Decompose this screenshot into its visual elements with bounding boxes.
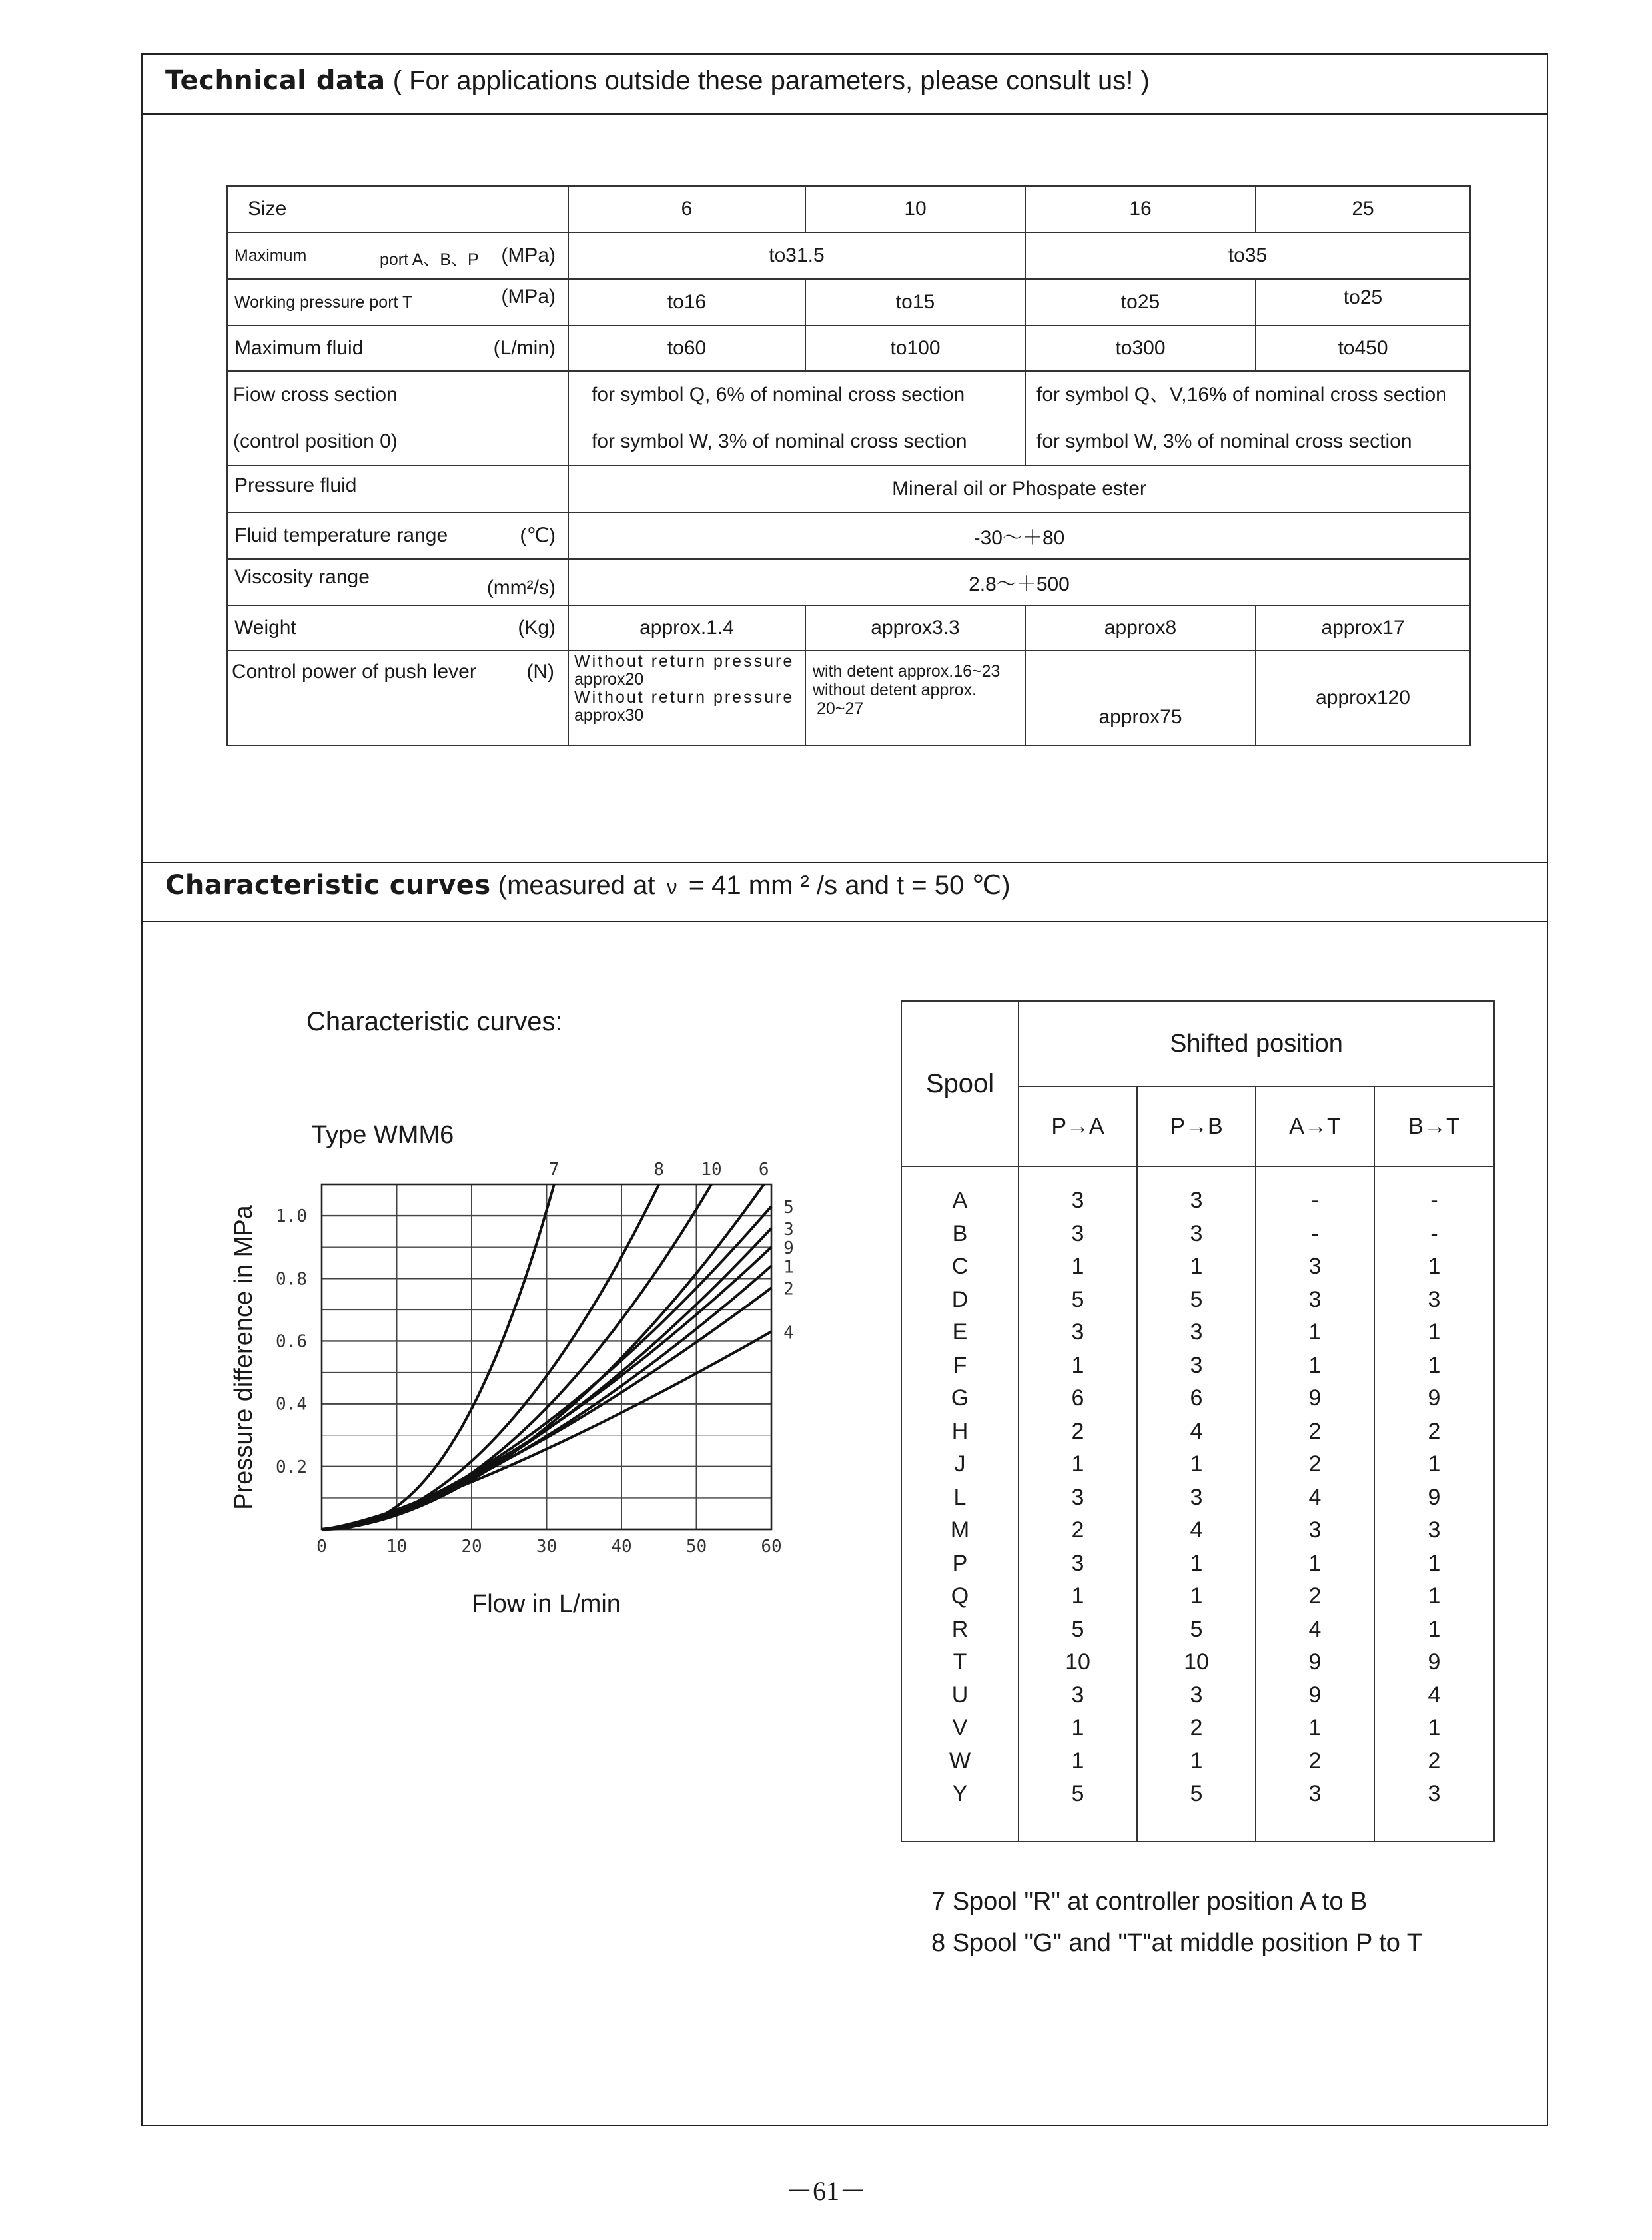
spool-cell: 1 [1071, 1352, 1084, 1378]
spool-cell: 9 [1308, 1385, 1322, 1411]
shifted-position-header: Shifted position [1019, 1001, 1494, 1086]
spool-cell: 1 [1308, 1715, 1322, 1740]
max-fluid-label [227, 326, 568, 371]
weight-6: approx.1.4 [568, 605, 805, 651]
control-power-label [227, 651, 568, 745]
spool-cell: 3 [1308, 1781, 1322, 1806]
size-10: 10 [805, 186, 1025, 232]
cp-text: approx30 [574, 706, 644, 725]
spool-cell: 4 [1190, 1418, 1203, 1444]
col-header-pb: P→B [1137, 1086, 1256, 1166]
spool-cell: 2 [1071, 1517, 1084, 1543]
spool-cell: 1 [1190, 1748, 1203, 1774]
spool-cell: 1 [1428, 1254, 1441, 1279]
x-tick-label: 50 [685, 1537, 707, 1557]
spool-cell: 3 [1190, 1352, 1203, 1378]
spool-cell: G [951, 1385, 969, 1411]
cp-text: with detent approx.16~23 [813, 662, 1001, 681]
curve-label-2: 2 [783, 1279, 794, 1300]
divider [141, 113, 1548, 115]
unit-text: (N) [526, 661, 554, 683]
curves-heading [165, 870, 1011, 901]
flow-cross-w: for symbol W, 3% of nominal cross section [592, 430, 967, 452]
flow-cross-w: for symbol W, 3% of nominal cross section [1036, 430, 1412, 452]
max-pressure-large: to35 [1025, 232, 1470, 279]
pressure-fluid-label: Pressure fluid [227, 466, 568, 512]
spool-cell: 2 [1308, 1583, 1322, 1609]
spool-cell: V [952, 1715, 968, 1740]
control-power-16: approx75 [1025, 651, 1256, 745]
cp-text: without detent approx. [813, 681, 977, 699]
unit-text: (MPa) [501, 244, 556, 266]
at-list [1256, 1184, 1374, 1811]
y-axis-label: Pressure difference in MPa [230, 1205, 258, 1510]
spool-cell: 1 [1428, 1451, 1441, 1477]
unit-text: (Kg) [518, 617, 556, 639]
curve-label-4: 4 [783, 1323, 794, 1343]
pressure-fluid-value: Mineral oil or Phospate ester [568, 466, 1470, 512]
spool-cell: 4 [1190, 1517, 1203, 1543]
chart-ticks [276, 1206, 782, 1557]
spool-cell: 4 [1308, 1484, 1322, 1510]
spool-cell: 1 [1308, 1352, 1322, 1378]
spool-table [901, 1000, 1495, 1842]
spool-cell: P [952, 1550, 968, 1576]
flow-cross-small [568, 371, 1025, 466]
viscosity-value: 2.8～＋500 [568, 559, 1470, 605]
working-pressure-25: to25 [1256, 279, 1470, 326]
curve-label-5: 5 [783, 1197, 794, 1218]
y-tick-label: 0.6 [276, 1331, 307, 1352]
spool-cell: B [952, 1220, 968, 1246]
control-power-6 [568, 651, 805, 745]
x-tick-label: 30 [536, 1537, 558, 1557]
label-text: Weight [234, 617, 296, 639]
cp-text: Without return pressure [574, 688, 795, 707]
table-row [227, 512, 1470, 559]
spool-cell: 2 [1308, 1418, 1322, 1444]
ports-text: port A、B、P [380, 250, 479, 269]
table-row [227, 466, 1470, 512]
spool-cell: 3 [1190, 1220, 1203, 1246]
spool-cell: 1 [1308, 1319, 1322, 1345]
table-row [227, 559, 1470, 605]
spool-cell: H [951, 1418, 969, 1444]
bt-list [1375, 1184, 1493, 1811]
spool-cell: Q [951, 1583, 969, 1609]
spool-cell: 1 [1071, 1583, 1084, 1609]
flow-cross-q: for symbol Q, 6% of nominal cross section [592, 384, 965, 406]
max-pressure-small: to31.5 [568, 232, 1025, 279]
label-text: Fluid temperature range [234, 524, 448, 546]
spool-cell: 2 [1308, 1451, 1322, 1477]
cp-text: 20~27 [817, 699, 864, 718]
page-number: －61－ [786, 2176, 866, 2206]
spool-cell: 1 [1190, 1451, 1203, 1477]
max-pressure-label [227, 232, 568, 279]
spool-cell: 5 [1190, 1616, 1203, 1642]
spool-cell: 3 [1190, 1188, 1203, 1213]
bt-column [1374, 1166, 1494, 1842]
spool-cell: R [951, 1616, 969, 1642]
spool-cell: 9 [1308, 1682, 1322, 1708]
working-pressure-10: to15 [805, 279, 1025, 326]
size-6: 6 [568, 186, 805, 232]
pa-column [1019, 1166, 1137, 1842]
working-pressure-label [227, 279, 568, 326]
spool-cell: 3 [1428, 1517, 1441, 1543]
spool-cell: 3 [1190, 1319, 1203, 1345]
spool-cell: E [952, 1319, 968, 1345]
table-row [227, 651, 1470, 745]
max-fluid-25: to450 [1256, 326, 1470, 371]
spool-cell: F [953, 1352, 967, 1378]
spool-header: Spool [901, 1001, 1019, 1166]
spool-cell: 1 [1190, 1254, 1203, 1279]
spool-cell: - [1430, 1220, 1438, 1246]
section-title: Technical data [165, 65, 386, 96]
label-text: Maximum fluid [234, 337, 364, 359]
divider [141, 921, 1548, 922]
spool-cell: 10 [1184, 1649, 1209, 1675]
label-text: Working pressure port T [234, 292, 413, 312]
pb-list [1138, 1184, 1255, 1811]
table-row [901, 1166, 1494, 1842]
weight-label [227, 605, 568, 651]
weight-10: approx3.3 [805, 605, 1025, 651]
spool-cell: 1 [1071, 1254, 1084, 1279]
cp-text: approx20 [574, 670, 644, 689]
x-tick-label: 60 [761, 1537, 782, 1557]
spool-cell: U [951, 1682, 969, 1708]
spool-cell: 3 [1071, 1550, 1084, 1576]
spool-cell: 3 [1190, 1484, 1203, 1510]
unit-text: (mm²/s) [486, 577, 556, 599]
characteristic-chart [220, 1106, 819, 1625]
y-tick-label: 1.0 [276, 1206, 307, 1227]
x-tick-label: 40 [611, 1537, 632, 1557]
curve-label-9: 9 [783, 1238, 794, 1259]
technical-data-table [226, 185, 1471, 746]
working-pressure-6: to16 [568, 279, 805, 326]
curve-6 [322, 1184, 764, 1529]
spool-cell: L [953, 1484, 967, 1510]
spool-cell: 2 [1308, 1748, 1322, 1774]
table-row [227, 186, 1470, 232]
spool-cell: 6 [1071, 1385, 1084, 1411]
spool-cell: 1 [1428, 1616, 1441, 1642]
spool-column [901, 1166, 1019, 1842]
spool-cell: 1 [1190, 1550, 1203, 1576]
pa-list [1019, 1184, 1136, 1811]
curve-10 [322, 1184, 711, 1529]
chart-caption: Characteristic curves: [306, 1007, 563, 1036]
spool-cell: 10 [1065, 1649, 1090, 1675]
spool-cell: 5 [1190, 1781, 1203, 1806]
weight-25: approx17 [1256, 605, 1470, 651]
curve-label-7: 7 [548, 1160, 560, 1180]
spool-cell: 3 [1071, 1188, 1084, 1213]
size-label: Size [227, 186, 568, 232]
spool-cell: 9 [1428, 1484, 1441, 1510]
table-row [227, 326, 1470, 371]
spool-cell: 3 [1071, 1220, 1084, 1246]
nu-symbol: ν [666, 875, 677, 899]
curve-label-8: 8 [653, 1160, 665, 1180]
curve-8 [322, 1184, 659, 1529]
curve-label-1: 1 [783, 1257, 794, 1278]
y-tick-label: 0.4 [276, 1394, 307, 1415]
pb-column [1137, 1166, 1256, 1842]
size-16: 16 [1025, 186, 1256, 232]
spool-cell: T [953, 1649, 967, 1675]
spool-cell: 9 [1428, 1649, 1441, 1675]
spool-cell: 1 [1071, 1715, 1084, 1740]
label-text: Control power of push lever [232, 661, 476, 683]
at-column [1256, 1166, 1374, 1842]
spool-cell: 1 [1428, 1715, 1441, 1740]
viscosity-label [227, 559, 568, 605]
spool-cell: 2 [1428, 1418, 1441, 1444]
chart-title: Type WMM6 [312, 1121, 454, 1149]
max-fluid-6: to60 [568, 326, 805, 371]
note-7: 7 Spool "R" at controller position A to B [931, 1888, 1368, 1916]
x-axis-label: Flow in L/min [472, 1590, 621, 1618]
spool-cell: 1 [1428, 1550, 1441, 1576]
table-row [227, 605, 1470, 651]
curve-label-3: 3 [783, 1219, 794, 1240]
spool-cell: 3 [1308, 1254, 1322, 1279]
spool-cell: 1 [1428, 1352, 1441, 1378]
table-row [227, 371, 1470, 466]
note-8: 8 Spool "G" and "T"at middle position P to T [931, 1929, 1422, 1957]
unit-text: (℃) [520, 524, 556, 547]
cp-text: Without return pressure [574, 652, 795, 671]
spool-cell: 1 [1071, 1451, 1084, 1477]
spool-cell: 5 [1071, 1781, 1084, 1806]
flow-cross-large [1025, 371, 1470, 466]
section-subtitle: = 41 mm ² /s and t = 50 ℃) [688, 871, 1011, 900]
spool-cell: 1 [1428, 1583, 1441, 1609]
x-tick-label: 0 [316, 1537, 327, 1557]
spool-cell: A [952, 1188, 968, 1213]
section-subtitle: ( For applications outside these parameters, please consult us! ) [392, 66, 1150, 95]
spool-cell: 5 [1071, 1616, 1084, 1642]
spool-cell: 9 [1428, 1385, 1441, 1411]
x-tick-label: 20 [461, 1537, 482, 1557]
table-row [227, 232, 1470, 279]
weight-16: approx8 [1025, 605, 1256, 651]
x-tick-label: 10 [386, 1537, 408, 1557]
technical-data-heading [165, 65, 1150, 96]
curve-label-10: 10 [701, 1160, 722, 1180]
spool-cell: 1 [1190, 1583, 1203, 1609]
spool-cell: 3 [1428, 1781, 1441, 1806]
max-fluid-16: to300 [1025, 326, 1256, 371]
spool-cell: 3 [1071, 1682, 1084, 1708]
chart-grid [322, 1184, 771, 1529]
control-power-10 [805, 651, 1025, 745]
spool-cell: J [954, 1451, 966, 1477]
col-header-at: A→T [1256, 1086, 1374, 1166]
col-header-bt: B→T [1374, 1086, 1494, 1166]
spool-cell: 4 [1428, 1682, 1441, 1708]
table-row [227, 279, 1470, 326]
curve-label-6: 6 [758, 1160, 769, 1180]
unit-text: (MPa) [501, 285, 556, 308]
divider [141, 862, 1548, 863]
spool-cell: 9 [1308, 1649, 1322, 1675]
spool-cell: M [950, 1517, 970, 1543]
spool-cell: 1 [1428, 1319, 1441, 1345]
temp-value: -30～＋80 [568, 512, 1470, 559]
spool-cell: 3 [1428, 1286, 1441, 1312]
label-text: (control position 0) [233, 430, 398, 452]
spool-cell: 3 [1308, 1286, 1322, 1312]
section-subtitle: (measured at [498, 871, 655, 900]
spool-cell: 3 [1071, 1319, 1084, 1345]
spool-cell: 5 [1190, 1286, 1203, 1312]
spool-cell: - [1311, 1188, 1319, 1213]
spool-cell: 1 [1071, 1748, 1084, 1774]
control-power-25: approx120 [1256, 651, 1470, 745]
spool-cell: 3 [1308, 1517, 1322, 1543]
spool-cell: D [951, 1286, 969, 1312]
curve-7 [322, 1184, 554, 1529]
spool-cell: 6 [1190, 1385, 1203, 1411]
label-text: Viscosity range [234, 566, 370, 588]
label-text: Fiow cross section [233, 384, 398, 406]
unit-text: (L/min) [493, 337, 556, 359]
spool-cell: 2 [1428, 1748, 1441, 1774]
spool-cell: - [1430, 1188, 1438, 1213]
spool-cell: W [949, 1748, 971, 1774]
spool-cell: 5 [1071, 1286, 1084, 1312]
spool-cell: 1 [1308, 1550, 1322, 1576]
table-row [901, 1001, 1494, 1086]
max-fluid-10: to100 [805, 326, 1025, 371]
y-tick-label: 0.2 [276, 1457, 307, 1477]
spool-cell: 3 [1071, 1484, 1084, 1510]
spool-cell: C [951, 1254, 969, 1279]
spool-cell: Y [952, 1781, 968, 1806]
spool-cell: - [1311, 1220, 1319, 1246]
label-text: Maximum [234, 246, 307, 265]
col-header-pa: P→A [1019, 1086, 1137, 1166]
flow-cross-qv: for symbol Q、V,16% of nominal cross section [1036, 384, 1447, 406]
flow-cross-label [227, 371, 568, 466]
spool-cell: 2 [1190, 1715, 1203, 1740]
working-pressure-16: to25 [1025, 279, 1256, 326]
spool-cell: 2 [1071, 1418, 1084, 1444]
spool-list [902, 1184, 1018, 1811]
size-25: 25 [1256, 186, 1470, 232]
spool-cell: 3 [1190, 1682, 1203, 1708]
temp-label [227, 512, 568, 559]
y-tick-label: 0.8 [276, 1269, 307, 1290]
section-title: Characteristic curves [165, 870, 491, 901]
spool-cell: 4 [1308, 1616, 1322, 1642]
